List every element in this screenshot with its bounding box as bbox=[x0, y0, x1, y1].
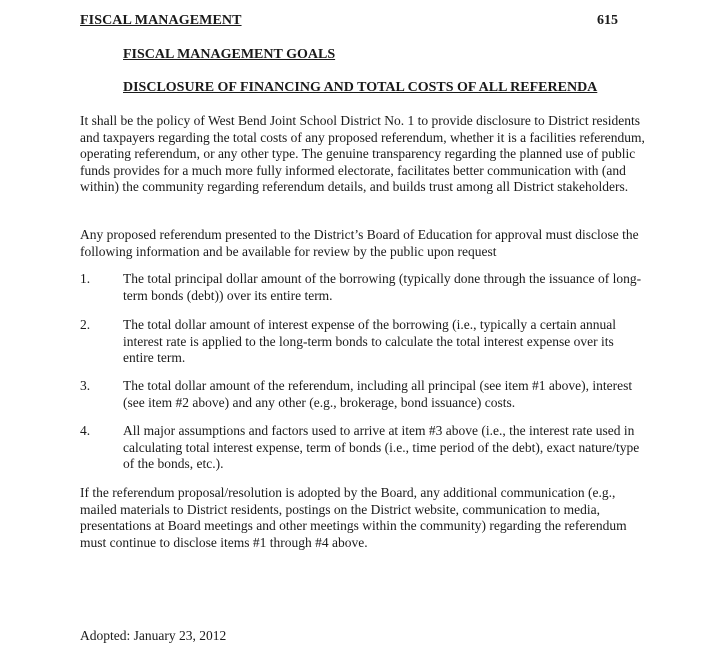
list-item-number: 2. bbox=[80, 317, 91, 332]
section-heading: FISCAL MANAGEMENT bbox=[80, 13, 242, 28]
list-item-text: The total dollar amount of interest expense of the borrowing (i.e., typically a certain annual interest rate is applied to the long-term bonds to calculate the total interest expense over its entire term. bbox=[123, 317, 616, 366]
adopted-date: Adopted: January 23, 2012 bbox=[80, 628, 227, 643]
list-item-text: All major assumptions and factors used to arrive at item #3 above (i.e., the interest rate used in calculating total interest expense, term of bonds (i.e., time period of the debt), exact nature/type of the bonds, etc.). bbox=[123, 423, 640, 472]
list-item-text: The total principal dollar amount of the borrowing (typically done through the issuance of long-term bonds (debt)) over its entire term. bbox=[123, 271, 642, 303]
policy-paragraph-requirements: Any proposed referendum presented to the District’s Board of Education for approval must disclose the following information and be available for review by the public upon request bbox=[80, 227, 639, 259]
list-item-number: 1. bbox=[80, 271, 91, 286]
policy-number: 615 bbox=[597, 13, 618, 28]
policy-paragraph-closing: If the referendum proposal/resolution is adopted by the Board, any additional communication (e.g., mailed materials to District residents, postings on the District website, communication to media, presentations at Board meetings and other meetings within the community) regarding the referendum must continue to disclose items #1 through #4 above. bbox=[80, 485, 627, 550]
policy-title: DISCLOSURE OF FINANCING AND TOTAL COSTS OF ALL REFERENDA bbox=[123, 80, 598, 95]
list-item-text: The total dollar amount of the referendum, including all principal (see item #1 above), interest (see item #2 above) and any other (e.g., brokerage, bond issuance) costs. bbox=[123, 378, 633, 410]
list-item-number: 3. bbox=[80, 378, 91, 393]
list-item-number: 4. bbox=[80, 423, 91, 438]
policy-paragraph-intro: It shall be the policy of West Bend Joint School District No. 1 to provide disclosure to District residents and taxpayers regarding the total costs of any proposed referendum, whether it is a facilities referendum, operating referendum, or any other type. The genuine transparency regarding the planned use of public funds provides for a much more fully informed electorate, facilitates better communication with (and within) the community regarding referendum details, and builds trust among all District stakeholders. bbox=[80, 113, 645, 195]
policy-subtitle: FISCAL MANAGEMENT GOALS bbox=[123, 47, 336, 62]
